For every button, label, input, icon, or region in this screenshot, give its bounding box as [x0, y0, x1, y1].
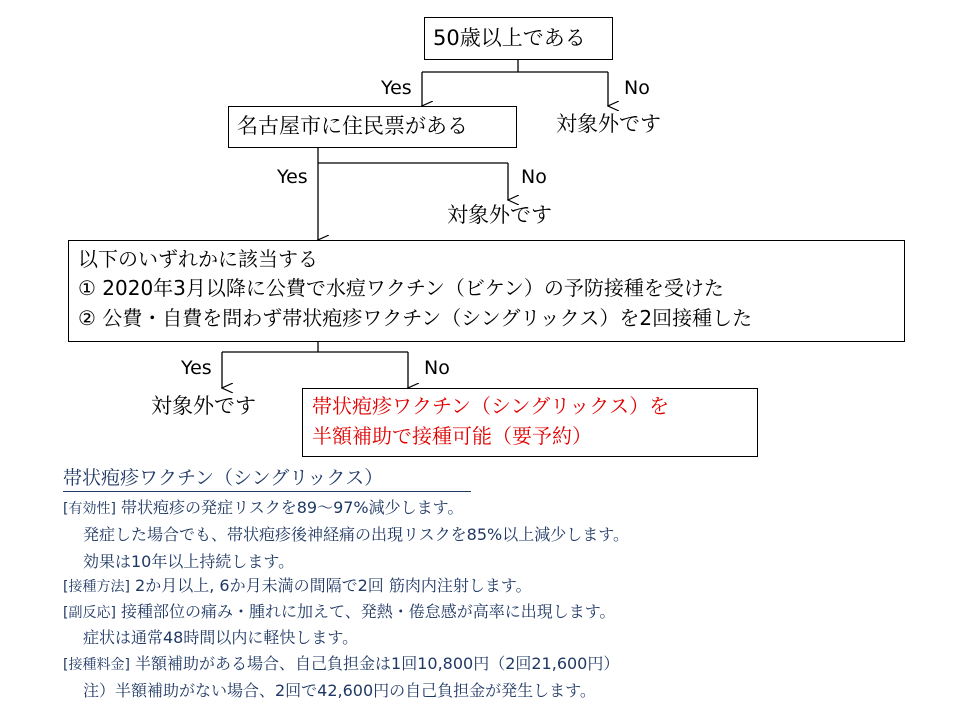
- no-label: No: [624, 77, 650, 99]
- info-efficacy-line-1: [63, 498, 463, 519]
- fee-tag: [接種料金]: [63, 657, 130, 673]
- question-history-item-1: ① 2020年3月以降に公費で水痘ワクチン（ビケン）の予防接種を受けた: [78, 276, 724, 300]
- info-efficacy-line-2: 発症した場合でも、帯状疱疹後神経痛の出現リスクを85%以上減少します。: [83, 525, 629, 544]
- side-effect-tag: [副反応]: [63, 605, 116, 621]
- info-title: 帯状疱疹ワクチン（シングリックス）: [63, 467, 384, 489]
- question-residence: 名古屋市に住民票がある: [237, 114, 468, 138]
- connector-q1: [422, 59, 608, 72]
- connector-q2: [318, 147, 508, 163]
- method-text-1: 2か月以上, 6か月未満の間隔で2回 筋肉内注射します。: [135, 576, 532, 595]
- no-label: No: [424, 357, 450, 379]
- fee-text-1: 半額補助がある場合、自己負担金は1回10,800円（2回21,600円）: [135, 654, 620, 673]
- info-fee-line-2: 注）半額補助がない場合、2回で42,600円の自己負担金が発生します。: [83, 681, 596, 700]
- question-history-heading: 以下のいずれかに該当する: [78, 247, 318, 271]
- info-title-underline: [63, 491, 471, 492]
- not-eligible-label: 対象外です: [447, 203, 552, 227]
- not-eligible-label: 対象外です: [556, 112, 661, 136]
- info-method-line-1: [63, 576, 532, 597]
- yes-label: Yes: [277, 166, 308, 188]
- side-effect-text-1: 接種部位の痛み・腫れに加えて、発熱・倦怠感が高率に出現します。: [121, 602, 616, 621]
- eligible-text-line-1: 帯状疱疹ワクチン（シングリックス）を: [312, 394, 670, 418]
- question-history-item-2: ② 公費・自費を問わず帯状疱疹ワクチン（シングリックス）を2回接種した: [78, 306, 753, 330]
- efficacy-text-1: 帯状疱疹の発症リスクを89〜97%減少します。: [121, 498, 464, 517]
- not-eligible-label: 対象外です: [151, 394, 256, 418]
- no-label: No: [521, 166, 547, 188]
- yes-label: Yes: [181, 357, 212, 379]
- method-tag: [接種方法]: [63, 579, 130, 595]
- efficacy-tag: [有効性]: [63, 501, 116, 517]
- yes-label: Yes: [381, 77, 412, 99]
- info-side-effect-line-1: [63, 602, 615, 623]
- eligible-text-line-2: 半額補助で接種可能（要予約）: [312, 424, 592, 448]
- info-side-effect-line-2: 症状は通常48時間以内に軽快します。: [83, 628, 359, 647]
- connector-q3: [222, 341, 408, 352]
- info-fee-line-1: [63, 654, 619, 675]
- question-age: 50歳以上である: [433, 26, 586, 50]
- info-efficacy-line-3: 効果は10年以上持続します。: [83, 552, 295, 571]
